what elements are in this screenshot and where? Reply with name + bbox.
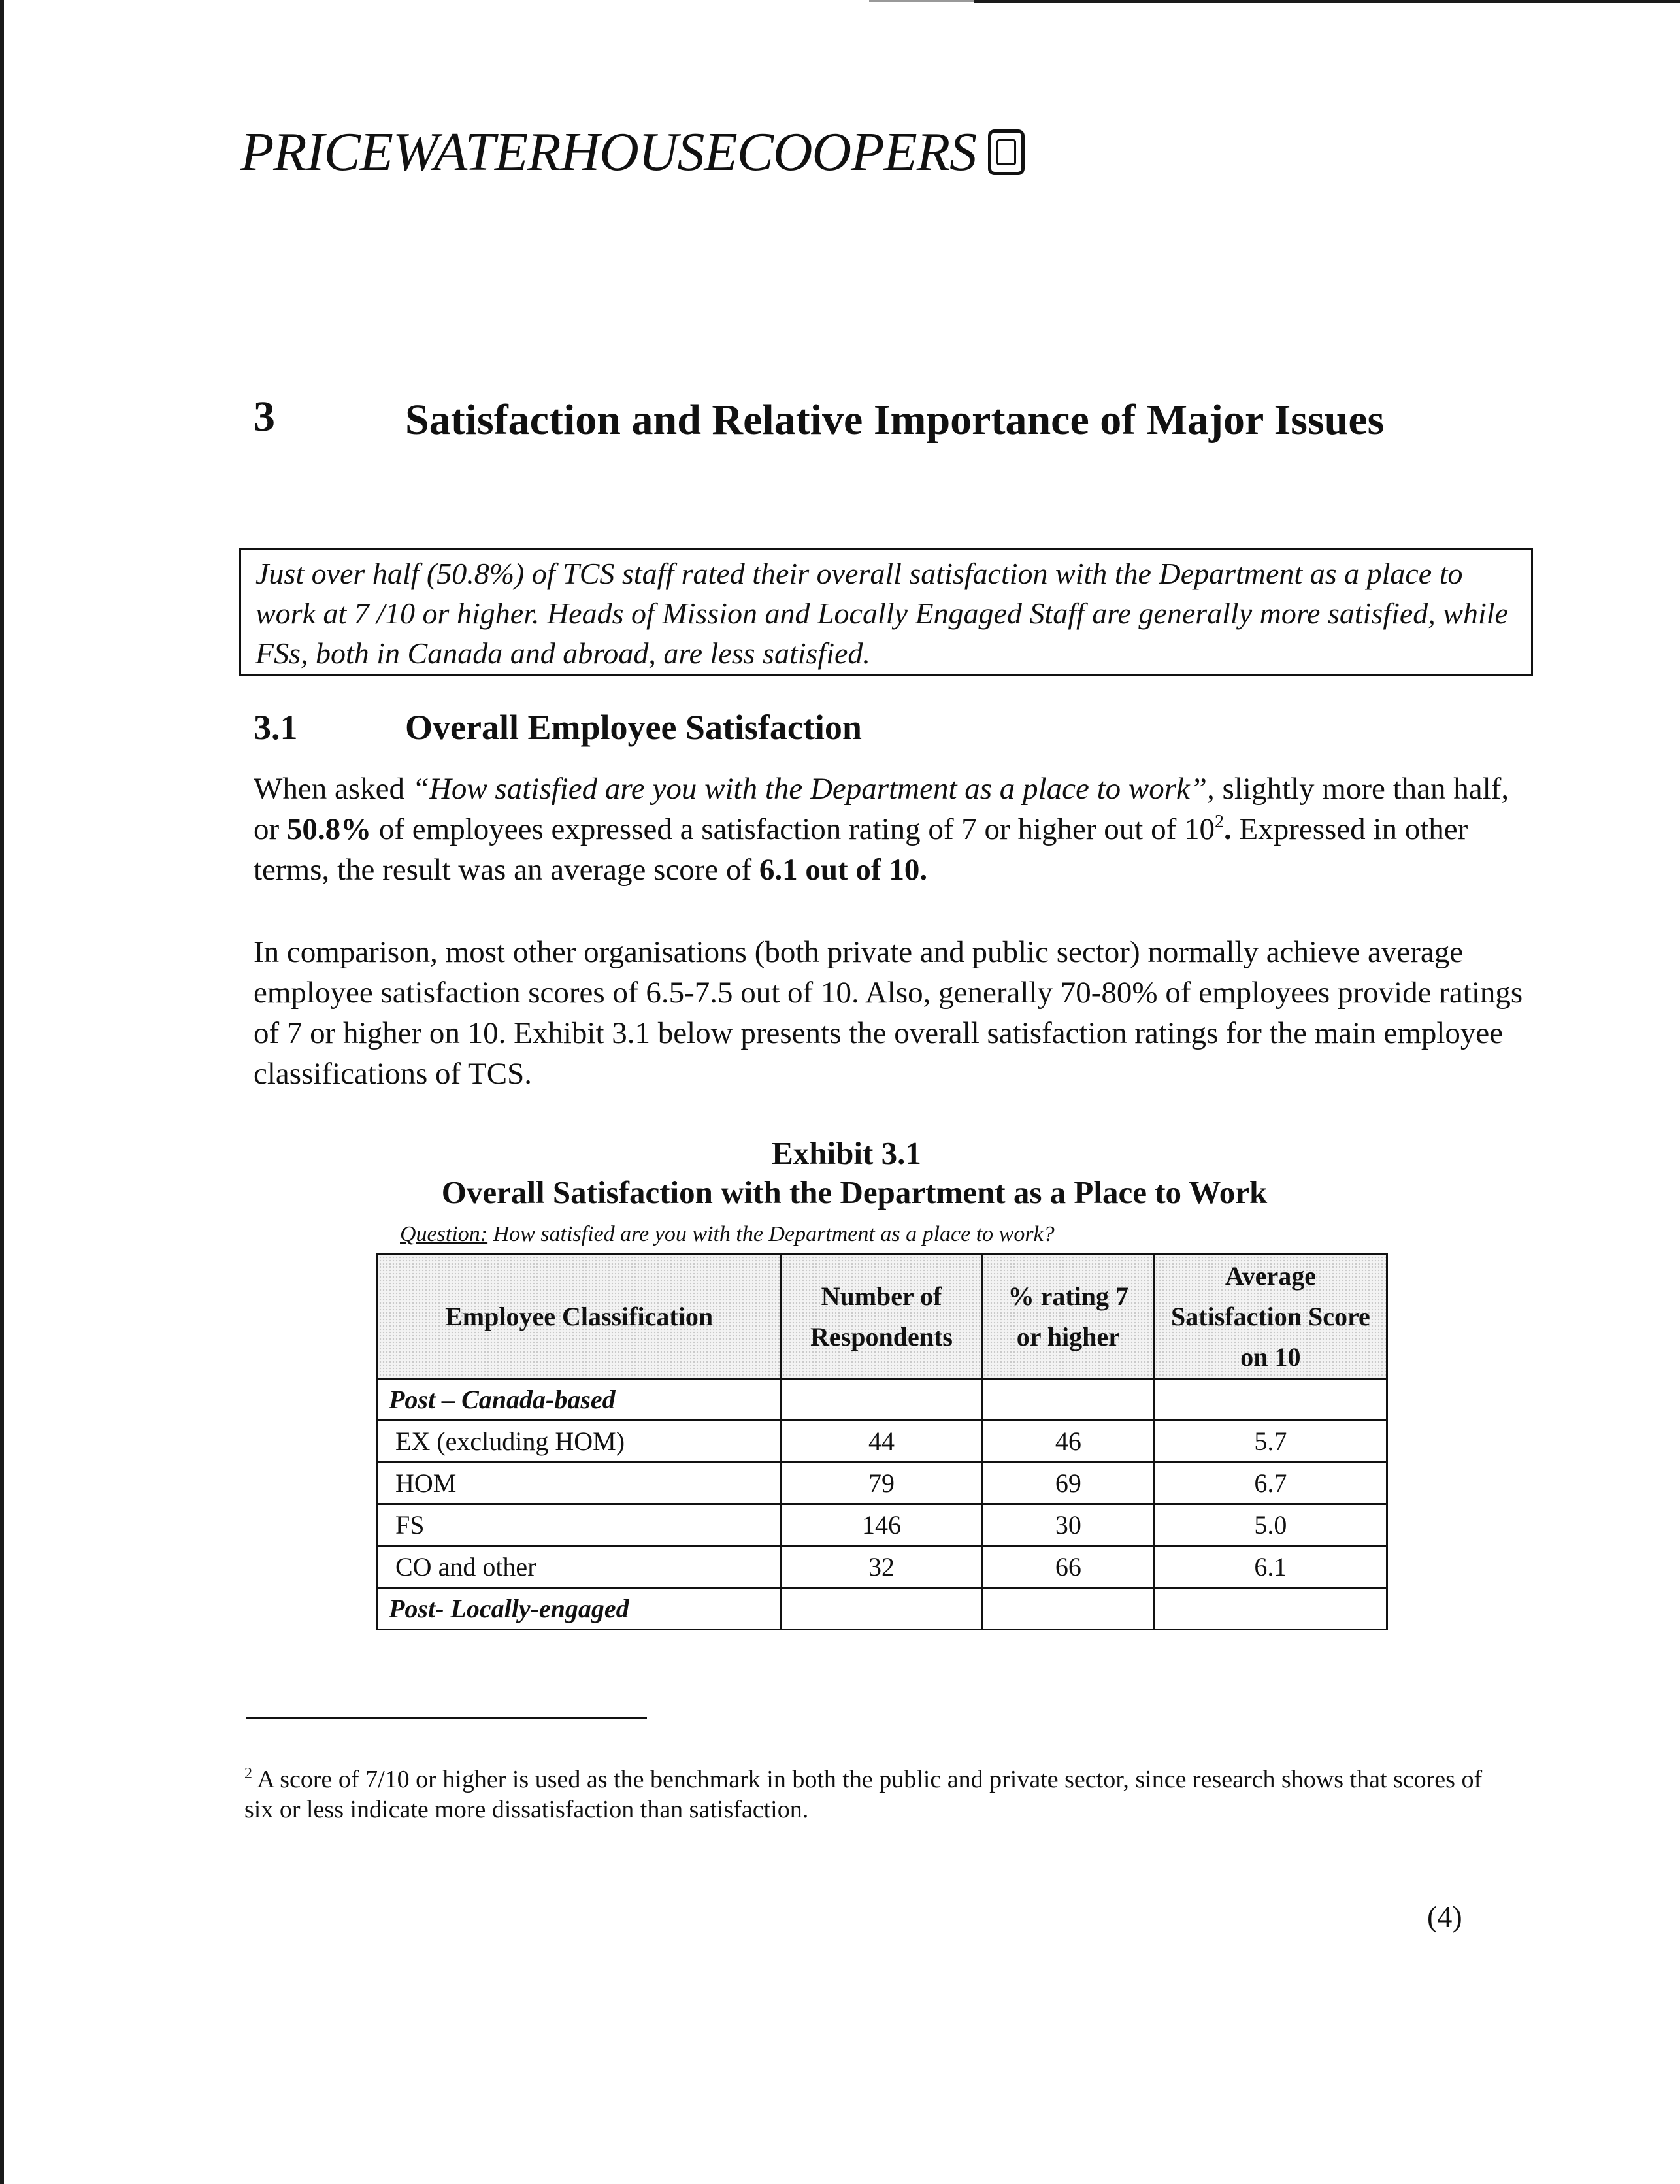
cell-pct: 30 <box>982 1504 1154 1546</box>
footnote-divider <box>246 1717 647 1719</box>
p1-text-5: Expressed in other terms, the result was an average score of <box>254 812 1468 887</box>
subsection-title: Overall Employee Satisfaction <box>405 708 862 747</box>
table-header-row <box>378 1255 1387 1379</box>
p2-text: In comparison, most other organisations (both private and public sector) normally achieve average employee satisfaction scores of 6.5-7.5 out of 10. Also, generally 70-80% of employees provide ratings of 7 or higher on 10. Exhibit 3.1 below presents the overall satisfaction ratings for the main employee classifications of TCS. <box>254 935 1523 1091</box>
section-number: 3 <box>254 393 275 440</box>
question-key: Question: <box>400 1222 488 1246</box>
company-logo <box>240 103 1025 201</box>
cell-score: 6.1 <box>1154 1546 1387 1588</box>
cell-respondents <box>781 1588 983 1630</box>
p1-text-2: slightly more than half, or <box>254 772 1509 846</box>
row-label: HOM <box>378 1463 781 1504</box>
col-header-pct: % rating 7 or higher <box>982 1255 1154 1379</box>
cell-respondents: 44 <box>781 1421 983 1463</box>
subsection-number: 3.1 <box>254 708 298 747</box>
cell-respondents: 146 <box>781 1504 983 1546</box>
cell-pct: 69 <box>982 1463 1154 1504</box>
row-label: Post- Locally-engaged <box>378 1588 781 1630</box>
p1-percent: 50.8% <box>286 812 372 846</box>
table-row <box>378 1379 1387 1421</box>
question-text: How satisfied are you with the Department as a place to work? <box>487 1222 1055 1246</box>
cell-score: 6.7 <box>1154 1463 1387 1504</box>
col-header-classification: Employee Classification <box>378 1255 781 1379</box>
footnote-text: A score of 7/10 or higher is used as the benchmark in both the public and private sector, since research shows that scores of six or less indicate more dissatisfaction than satisfaction. <box>244 1766 1483 1823</box>
footnote <box>244 1764 1499 1825</box>
paragraph-1 <box>254 769 1534 890</box>
summary-box <box>239 548 1533 676</box>
col-header-score: Average Satisfaction Score on 10 <box>1154 1255 1387 1379</box>
row-label: Post – Canada-based <box>378 1379 781 1421</box>
cell-pct <box>982 1379 1154 1421</box>
col-header-respondents: Number of Respondents <box>781 1255 983 1379</box>
cell-pct: 66 <box>982 1546 1154 1588</box>
row-label: EX (excluding HOM) <box>378 1421 781 1463</box>
p1-text-1: When asked <box>254 772 412 806</box>
summary-text: Just over half (50.8%) of TCS staff rated their overall satisfaction with the Department as a place to work at 7 /10 or higher. Heads of Mission and Locally Engaged Staff are generally more satisfied, while FSs, both in Canada and abroad, are less satisfied. <box>255 557 1508 670</box>
p1-text-3: of employees expressed a satisfaction rating of 7 or higher out of 10 <box>371 812 1215 846</box>
scan-edge-top-faint <box>869 0 974 2</box>
cell-pct: 46 <box>982 1421 1154 1463</box>
row-label: CO and other <box>378 1546 781 1588</box>
cell-respondents <box>781 1379 983 1421</box>
exhibit-question <box>400 1222 1055 1247</box>
exhibit-label: Exhibit 3.1 <box>772 1135 921 1171</box>
logo-wordmark: PRICEWATERHOUSECOOPERS <box>240 122 977 182</box>
cell-score <box>1154 1588 1387 1630</box>
section-title: Satisfaction and Relative Importance of Major Issues <box>405 396 1385 444</box>
table-row <box>378 1421 1387 1463</box>
footnote-marker: 2 <box>244 1765 252 1782</box>
cell-pct <box>982 1588 1154 1630</box>
table-row <box>378 1504 1387 1546</box>
cell-respondents: 32 <box>781 1546 983 1588</box>
subsection-heading <box>254 707 862 748</box>
row-label: FS <box>378 1504 781 1546</box>
scan-edge-top <box>974 0 1680 3</box>
exhibit-title: Overall Satisfaction with the Department as a Place to Work <box>441 1174 1268 1210</box>
cell-score: 5.7 <box>1154 1421 1387 1463</box>
cell-score <box>1154 1379 1387 1421</box>
p1-score: 6.1 out of 10. <box>759 853 928 887</box>
p1-text-4: . <box>1223 812 1232 846</box>
cell-respondents: 79 <box>781 1463 983 1504</box>
scan-edge-left <box>0 0 4 2184</box>
table-row <box>378 1546 1387 1588</box>
paragraph-2 <box>254 932 1534 1094</box>
page-number: (4) <box>1427 1900 1462 1933</box>
satisfaction-table <box>376 1253 1388 1630</box>
p1-quote: “How satisfied are you with the Department as a place to work”, <box>412 772 1215 806</box>
table-row <box>378 1463 1387 1504</box>
logo-emblem-icon <box>988 129 1025 175</box>
table-row <box>378 1588 1387 1630</box>
footnote-ref: 2 <box>1214 812 1224 832</box>
cell-score: 5.0 <box>1154 1504 1387 1546</box>
